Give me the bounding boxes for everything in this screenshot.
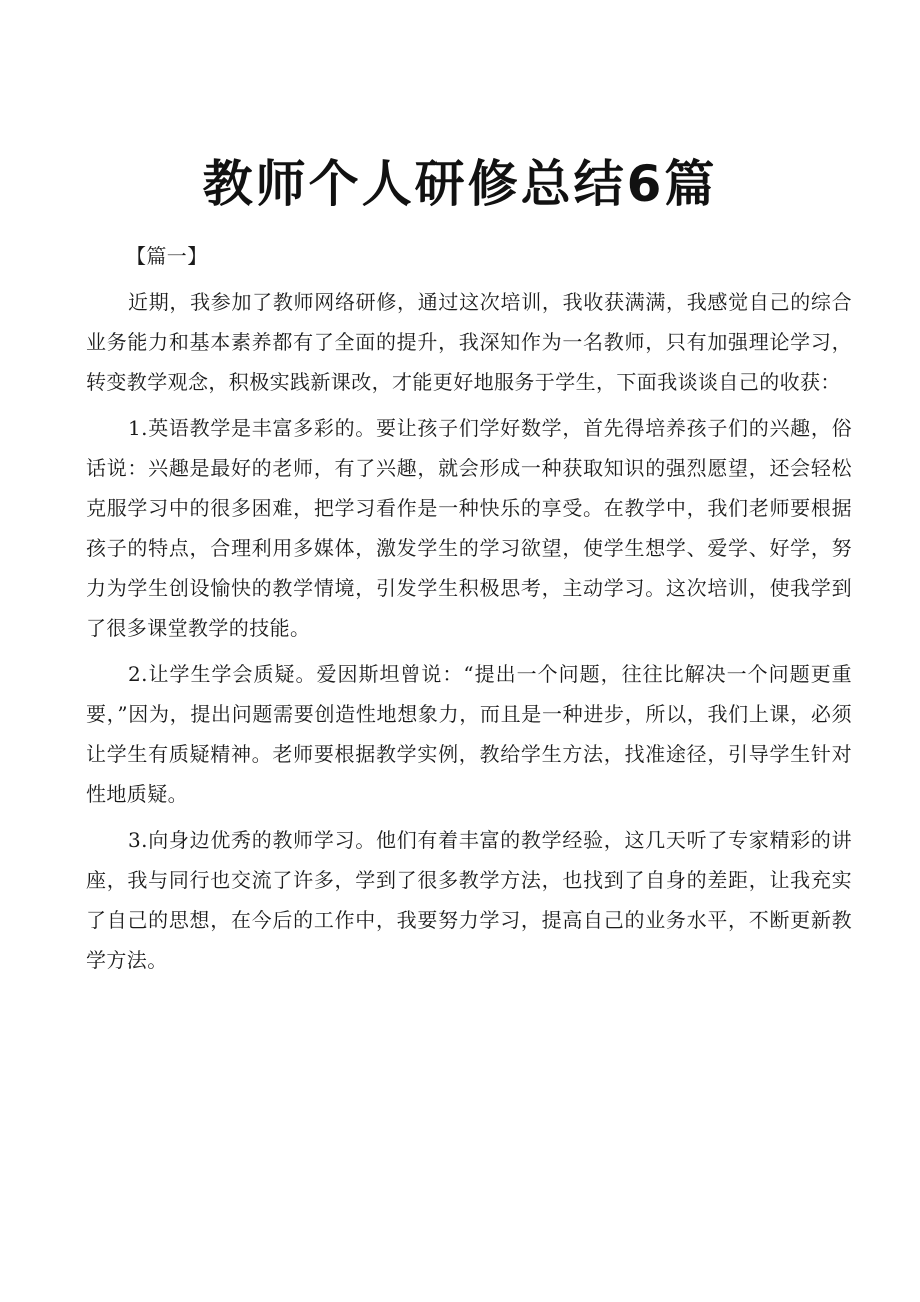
- section-label: 【篇一】: [126, 244, 208, 268]
- document-title: 教师个人研修总结6篇: [202, 154, 718, 213]
- paragraph-point-2: 2.让学生学会质疑。爱因斯坦曾说：“提出一个问题，往往比解决一个问题更重要，”因为，提出问题需要创造性地想象力，而且是一种进步，所以，我们上课，必须让学生有质疑精神。老师要根据教学实例，教给学生方法，找准途径，引导学生针对性地质疑。: [86, 662, 852, 806]
- paragraph-point-1: 1.英语教学是丰富多彩的。要让孩子们学好数学，首先得培养孩子们的兴趣，俗话说：兴趣是最好的老师，有了兴趣，就会形成一种获取知识的强烈愿望，还会轻松克服学习中的很多困难，把学习看作是一种快乐的享受。在教学中，我们老师要根据孩子的特点，合理利用多媒体，激发学生的学习欲望，使学生想学、爱学、好学，努力为学生创设愉快的教学情境，引发学生积极思考，主动学习。这次培训，使我学到了很多课堂教学的技能。: [86, 416, 852, 640]
- paragraph-intro: 近期，我参加了教师网络研修，通过这次培训，我收获满满，我感觉自己的综合业务能力和基本素养都有了全面的提升，我深知作为一名教师，只有加强理论学习，转变教学观念，积极实践新课改，才能更好地服务于学生，下面我谈谈自己的收获：: [86, 290, 852, 394]
- document-body: [86, 236, 852, 986]
- paragraph-point-3: 3.向身边优秀的教师学习。他们有着丰富的教学经验，这几天听了专家精彩的讲座，我与同行也交流了许多，学到了很多教学方法，也找到了自身的差距，让我充实了自己的思想，在今后的工作中，我要努力学习，提高自己的业务水平，不断更新教学方法。: [86, 828, 852, 972]
